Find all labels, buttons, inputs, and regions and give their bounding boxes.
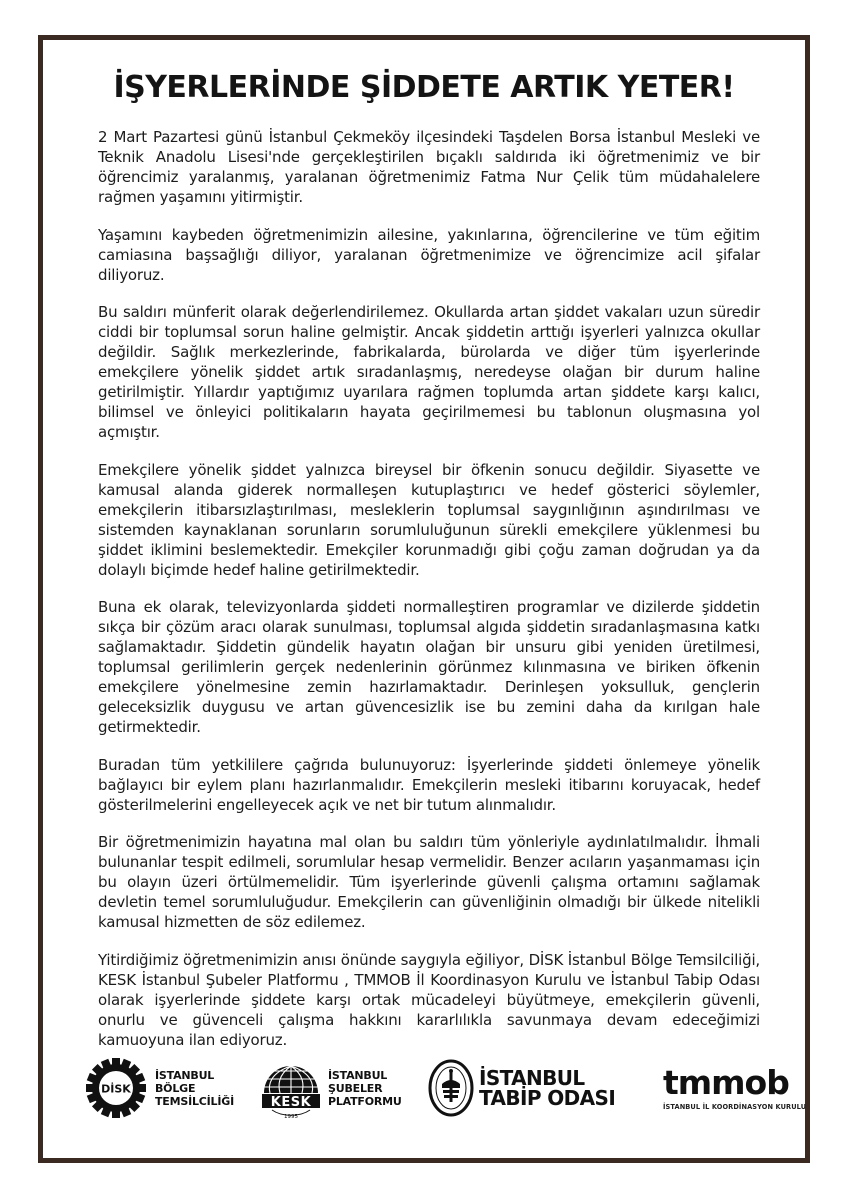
disk-label bbox=[155, 1069, 234, 1108]
paragraph-6: Buradan tüm yetkililere çağrıda bulunuyoruz: İşyerlerinde şiddeti önlemeye yönelik bağlayıcı bir eylem planı hazırlanmalıdır. Emekçilerin mesleki itibarını koruyacak, hedef gösterilmelerini engelleyecek açık ve net bir tutum alınmalıdır. bbox=[98, 755, 760, 814]
paragraph-5: Buna ek olarak, televizyonlarda şiddeti normalleştiren programlar ve dizilerde şiddetin sıkça bir çözüm aracı olarak sunulması, toplumsal algıda şiddetin sıradanlaşmasına katkı sağlamaktadır. Şiddetin gündelik hayatın olağan bir unsuru gibi yeniden üretilmesi, toplumsal gerilimlerin gerçek nedenlerinin görünmez kılınmasına ve biriken öfkenin emekçilere yönelmesine zemin hazırlamaktadır. Derinleşen yoksulluk, gençlerin geleceksizlik duygusu ve artan güvencesizlik ise bu zemini daha da kırılgan hale getirmektedir. bbox=[98, 598, 760, 736]
disk-label-line-3: TEMSİLCİLİĞİ bbox=[155, 1094, 234, 1108]
kesk-label-line-1: İSTANBUL bbox=[328, 1068, 388, 1082]
ito-label-line-2: TABİP ODASI bbox=[479, 1086, 616, 1110]
kesk-year-text: 1995 bbox=[284, 1114, 298, 1119]
disk-label-line-1: İSTANBUL bbox=[155, 1068, 215, 1082]
logo-row bbox=[83, 1053, 807, 1123]
tmmob-subtitle: İSTANBUL İL KOORDİNASYON KURULU bbox=[663, 1102, 807, 1111]
tmmob-logo bbox=[663, 1053, 813, 1123]
paragraph-1: 2 Mart Pazartesi günü İstanbul Çekmeköy ilçesindeki Taşdelen Borsa İstanbul Mesleki ve Teknik Anadolu Lisesi'nde gerçekleştirilen bıçaklı saldırıda iki öğretmenimiz ve bir öğrencimiz yaralanmış, yaralanan öğretmenimiz Fatma Nur Çelik tüm müdahalelere rağmen yaşamını yitirmiştir. bbox=[98, 128, 760, 206]
kesk-label-line-3: PLATFORMU bbox=[328, 1094, 402, 1108]
disk-logo bbox=[83, 1053, 248, 1123]
ito-label-line-1: İSTANBUL bbox=[479, 1066, 585, 1090]
page-title: İŞYERLERİNDE ŞİDDETE ARTIK YETER! bbox=[113, 70, 735, 105]
kesk-logo bbox=[258, 1053, 418, 1123]
paragraph-4: Emekçilere yönelik şiddet yalnızca bireysel bir öfkenin sonucu değildir. Siyasette ve kamusal alanda giderek normalleşen kutuplaştırıcı ve hedef gösterici söylemler, emekçilerin itibarsızlaştırılması, mesleklerin toplumsal saygınlığının aşındırılması ve sistemden kaynaklanan sorunların sorumluluğunun sürekli emekçilere yüklenmesi bu şiddet iklimini beslemektedir. Emekçiler korunmadığı gibi çoğu zaman doğrudan ya da dolaylı biçimde hedef haline getirilmektedir. bbox=[98, 460, 760, 579]
disk-label-line-2: BÖLGE bbox=[155, 1081, 196, 1095]
statement-body bbox=[98, 127, 760, 1067]
document-frame bbox=[38, 35, 810, 1163]
ito-label bbox=[479, 1068, 615, 1108]
kesk-mark-text: KESK bbox=[270, 1095, 312, 1110]
paragraph-8: Yitirdiğimiz öğretmenimizin anısı önünde saygıyla eğiliyor, DİSK İstanbul Bölge Temsilciliği, KESK İstanbul Şubeler Platformu , TMMOB İl Koordinasyon Kurulu ve İstanbul Tabip Odası olarak işyerlerinde şiddete karşı ortak mücadeleyi büyütmeye, emekçilerin güvenli, onurlu ve güvenceli çalışma hakkını kararlılıkla savunmaya devam edeceğimizi kamuoyuna ilan ediyoruz. bbox=[98, 950, 760, 1049]
ito-logo bbox=[428, 1053, 628, 1123]
disk-mark-text: DİSK bbox=[101, 1082, 131, 1096]
kesk-label-line-2: ŞUBELER bbox=[328, 1081, 383, 1095]
kesk-label bbox=[328, 1069, 402, 1108]
disk-gear-icon bbox=[83, 1055, 149, 1121]
kesk-globe-icon bbox=[258, 1057, 324, 1119]
paragraph-2: Yaşamını kaybeden öğretmenimizin ailesine, yakınlarına, öğrencilerine ve tüm eğitim camiasına başsağlığı diliyor, yaralanan öğretmenimize ve öğrencimize acil şifalar diliyoruz. bbox=[98, 225, 760, 284]
tmmob-wordmark: tmmob bbox=[663, 1062, 789, 1102]
ito-seal-icon bbox=[428, 1058, 474, 1118]
paragraph-3: Bu saldırı münferit olarak değerlendirilemez. Okullarda artan şiddet vakaları uzun süredir ciddi bir toplumsal sorun haline gelmiştir. Ancak şiddetin arttığı işyerleri yalnızca okullar değildir. Sağlık merkezlerinde, fabrikalarda, bürolarda ve diğer tüm işyerlerinde emekçilere yönelik şiddet artık sıradanlaşmış, neredeyse olağan bir durum haline getirilmiştir. Yıllardır yaptığımız uyarılara rağmen toplumda artan şiddete karşı kalıcı, bilimsel ve önleyici politikaların hayata geçirilmemesi bu tablonun oluşmasına yol açmıştır. bbox=[98, 303, 760, 441]
paragraph-7: Bir öğretmenimizin hayatına mal olan bu saldırı tüm yönleriyle aydınlatılmalıdır. İhmali bulunanlar tespit edilmeli, sorumlular hesap vermelidir. Benzer acıların yaşanmaması için bu olayın üzeri örtülmemelidir. Tüm işyerlerinde güvenli çalışma ortamını sağlamak devletin temel sorumluluğudur. Emekçilerin can güvenliğinin olmadığı bir ülkede nitelikli kamusal hizmetten de söz edilemez. bbox=[98, 833, 760, 931]
